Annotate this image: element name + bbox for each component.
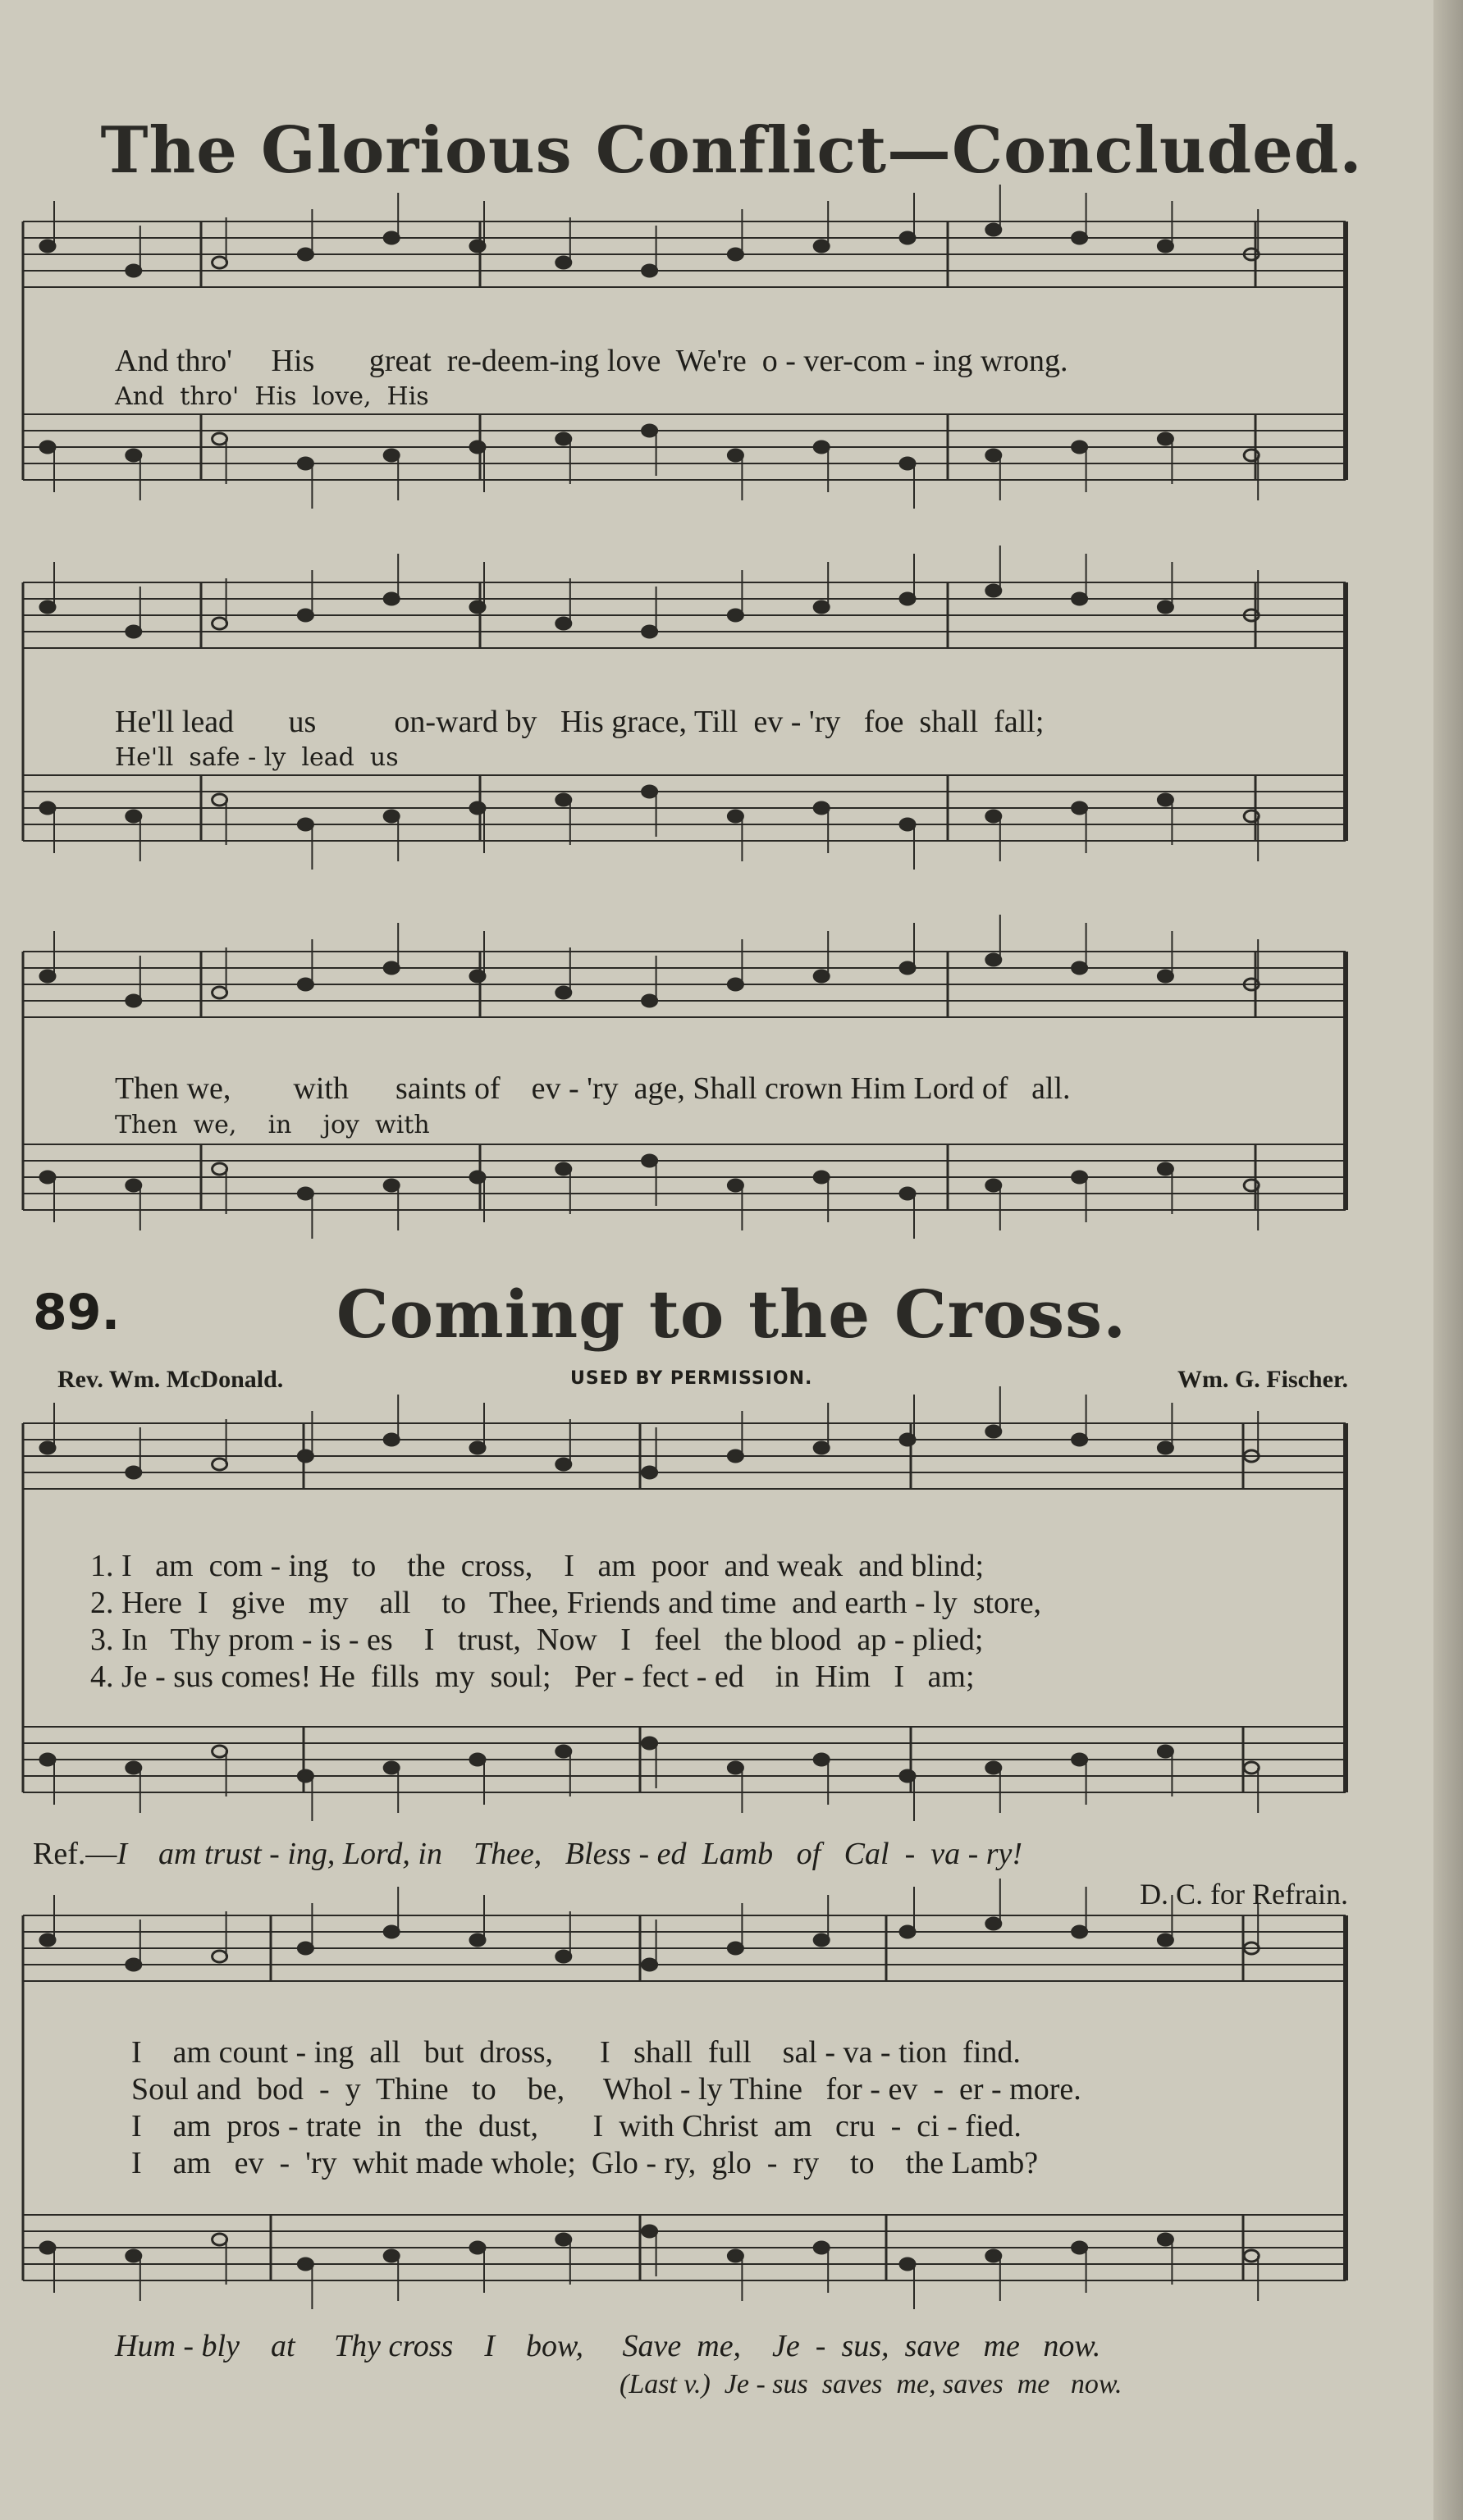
bass-note: [40, 2242, 55, 2253]
treble-note: [1158, 240, 1173, 252]
bass-note: [384, 1180, 399, 1191]
treble-note: [1072, 962, 1087, 974]
bass-note: [298, 819, 313, 830]
verse-line-2a: 2. Here I give my all to Thee, Friends and time and earth - ly store,: [90, 1586, 1042, 1620]
treble-note: [298, 609, 313, 621]
treble-note: [126, 1467, 141, 1478]
bass-note: [298, 1188, 313, 1199]
treble-note: [470, 970, 485, 982]
treble-note: [900, 232, 915, 244]
dc-refrain-note: D. C. for Refrain.: [1140, 1878, 1348, 1911]
treble-note: [126, 1959, 141, 1970]
treble-note: [728, 1450, 743, 1462]
closing-line-2: (Last v.) Je - sus saves me, saves me now.: [619, 2369, 1122, 2399]
treble-note: [213, 1951, 227, 1962]
treble-note: [470, 240, 485, 252]
bass-note: [556, 1163, 571, 1175]
treble-note: [642, 1959, 657, 1970]
bass-note: [900, 819, 915, 830]
treble-note: [986, 1426, 1001, 1437]
bass-note: [213, 2234, 227, 2245]
bass-note: [814, 441, 829, 453]
bass-note: [1072, 441, 1087, 453]
bass-note: [470, 1754, 485, 1765]
bass-note: [986, 1762, 1001, 1774]
treble-note: [126, 626, 141, 637]
bass-note: [40, 802, 55, 814]
treble-note: [384, 232, 399, 244]
treble-note: [1072, 593, 1087, 605]
conflict-lyric-2: He'll lead us on-ward by His grace, Till ev - 'ry foe shall fall;: [115, 705, 1045, 739]
treble-note: [814, 240, 829, 252]
treble-note: [1158, 1442, 1173, 1454]
bass-note: [384, 810, 399, 822]
permission-note: USED BY PERMISSION.: [570, 1368, 813, 1389]
bass-note: [384, 1762, 399, 1774]
treble-note: [384, 962, 399, 974]
bass-note: [1158, 794, 1173, 806]
treble-note: [814, 970, 829, 982]
verse-line-1a: 1. I am com - ing to the cross, I am poor and weak and blind;: [90, 1549, 985, 1583]
treble-note: [556, 1951, 571, 1962]
treble-note: [556, 987, 571, 998]
bass-note: [986, 2250, 1001, 2262]
bass-note: [298, 2258, 313, 2270]
treble-note: [728, 609, 743, 621]
treble-note: [728, 979, 743, 990]
treble-note: [40, 1442, 55, 1454]
treble-note: [40, 240, 55, 252]
bass-note: [728, 2250, 743, 2262]
bass-note: [126, 1180, 141, 1191]
bass-note: [986, 1180, 1001, 1191]
bass-note: [470, 1171, 485, 1183]
treble-note: [986, 1918, 1001, 1929]
bass-note: [470, 441, 485, 453]
treble-note: [126, 995, 141, 1007]
bass-note: [40, 441, 55, 453]
treble-note: [556, 257, 571, 268]
conflict-lyric-1: And thro' His great re-deem-ing love We're o - ver-com - ing wrong.: [115, 344, 1068, 378]
verse-line-3a: 3. In Thy prom - is - es I trust, Now I feel the blood ap - plied;: [90, 1623, 984, 1657]
treble-note: [213, 1459, 227, 1470]
bass-note: [642, 2226, 657, 2237]
bass-note: [298, 1770, 313, 1782]
bass-note: [814, 802, 829, 814]
treble-note: [384, 1926, 399, 1938]
treble-note: [470, 1442, 485, 1454]
bass-note: [40, 1754, 55, 1765]
bass-note: [1158, 2234, 1173, 2245]
treble-note: [213, 257, 227, 268]
verse-line-1b: I am count - ing all but dross, I shall full sal - va - tion find.: [131, 2035, 1021, 2070]
treble-note: [986, 585, 1001, 596]
treble-note: [728, 1942, 743, 1954]
bass-note: [1244, 2250, 1259, 2262]
treble-note: [126, 265, 141, 276]
bass-note: [470, 802, 485, 814]
treble-note: [1158, 601, 1173, 613]
closing-line-1: Hum - bly at Thy cross I bow, Save me, Je - sus, save me now.: [115, 2329, 1101, 2363]
treble-note: [1072, 232, 1087, 244]
bass-note: [986, 450, 1001, 461]
bass-note: [642, 1737, 657, 1749]
bass-note: [470, 2242, 485, 2253]
treble-note: [470, 1934, 485, 1946]
treble-note: [556, 1459, 571, 1470]
bass-note: [556, 1746, 571, 1757]
bass-note: [1158, 1163, 1173, 1175]
bass-note: [1072, 2242, 1087, 2253]
bass-note: [900, 1770, 915, 1782]
treble-note: [900, 1926, 915, 1938]
bass-note: [40, 1171, 55, 1183]
treble-note: [642, 265, 657, 276]
treble-note: [642, 995, 657, 1007]
refrain-text: I am trust - ing, Lord, in Thee, Bless - ed Lamb of Cal - va - ry!: [117, 1837, 1023, 1871]
bass-note: [1072, 1754, 1087, 1765]
treble-note: [986, 954, 1001, 966]
bass-note: [556, 433, 571, 445]
treble-note: [814, 1934, 829, 1946]
treble-note: [213, 987, 227, 998]
conflict-title: The Glorious Conflict—Concluded.: [100, 113, 1363, 188]
treble-note: [384, 593, 399, 605]
treble-note: [298, 249, 313, 260]
conflict-lyric-3: Then we, with saints of ev - 'ry age, Shall crown Him Lord of all.: [115, 1071, 1071, 1106]
bass-note: [126, 810, 141, 822]
bass-note: [642, 786, 657, 797]
bass-note: [298, 458, 313, 469]
treble-note: [900, 593, 915, 605]
bass-note: [814, 2242, 829, 2253]
bass-note: [728, 810, 743, 822]
bass-note: [1158, 433, 1173, 445]
treble-note: [213, 618, 227, 629]
verse-line-4a: 4. Je - sus comes! He fills my soul; Per - fect - ed in Him I am;: [90, 1659, 975, 1694]
treble-note: [470, 601, 485, 613]
bass-note: [1244, 1762, 1259, 1774]
verse-line-4b: I am ev - 'ry whit made whole; Glo - ry, glo - ry to the Lamb?: [131, 2146, 1039, 2180]
conflict-bass-lyric-2: He'll safe - ly lead us: [115, 743, 399, 772]
bass-note: [1072, 1171, 1087, 1183]
bass-note: [213, 1163, 227, 1175]
bass-note: [986, 810, 1001, 822]
treble-note: [40, 970, 55, 982]
bass-note: [556, 2234, 571, 2245]
hymn-composer: Wm. G. Fischer.: [1177, 1366, 1348, 1393]
treble-note: [384, 1434, 399, 1445]
treble-note: [1072, 1434, 1087, 1445]
treble-note: [298, 1942, 313, 1954]
treble-note: [298, 1450, 313, 1462]
treble-note: [1158, 970, 1173, 982]
bass-note: [1158, 1746, 1173, 1757]
conflict-bass-lyric-3: Then we, in joy with: [115, 1111, 430, 1139]
bass-note: [384, 2250, 399, 2262]
hymn-title: Coming to the Cross.: [336, 1276, 1127, 1353]
treble-note: [814, 1442, 829, 1454]
treble-note: [728, 249, 743, 260]
hymn-number: 89.: [33, 1284, 121, 1341]
treble-note: [298, 979, 313, 990]
bass-note: [728, 1180, 743, 1191]
bass-note: [900, 458, 915, 469]
bass-note: [1072, 802, 1087, 814]
refrain-label: Ref.—: [33, 1837, 117, 1871]
treble-note: [900, 1434, 915, 1445]
bass-note: [213, 1746, 227, 1757]
bass-note: [384, 450, 399, 461]
verse-line-2b: Soul and bod - y Thine to be, Whol - ly Thine for - ev - er - more.: [131, 2072, 1081, 2107]
bass-note: [814, 1754, 829, 1765]
hymn-author: Rev. Wm. McDonald.: [57, 1366, 284, 1393]
bass-note: [556, 794, 571, 806]
bass-note: [642, 425, 657, 436]
treble-note: [986, 224, 1001, 235]
bass-note: [126, 1762, 141, 1774]
bass-note: [213, 433, 227, 445]
treble-note: [642, 1467, 657, 1478]
bass-note: [900, 2258, 915, 2270]
conflict-bass-lyric-1: And thro' His love, His: [115, 382, 429, 411]
treble-note: [40, 601, 55, 613]
bass-note: [642, 1155, 657, 1166]
treble-note: [900, 962, 915, 974]
treble-note: [814, 601, 829, 613]
bass-note: [814, 1171, 829, 1183]
treble-note: [556, 618, 571, 629]
bass-note: [728, 1762, 743, 1774]
bass-note: [213, 794, 227, 806]
bass-note: [728, 450, 743, 461]
bass-note: [126, 2250, 141, 2262]
treble-note: [40, 1934, 55, 1946]
bass-note: [126, 450, 141, 461]
refrain-line: [33, 1836, 1022, 1872]
verse-line-3b: I am pros - trate in the dust, I with Christ am cru - ci - fied.: [131, 2109, 1022, 2143]
treble-note: [1158, 1934, 1173, 1946]
bass-note: [900, 1188, 915, 1199]
treble-note: [1072, 1926, 1087, 1938]
treble-note: [642, 626, 657, 637]
